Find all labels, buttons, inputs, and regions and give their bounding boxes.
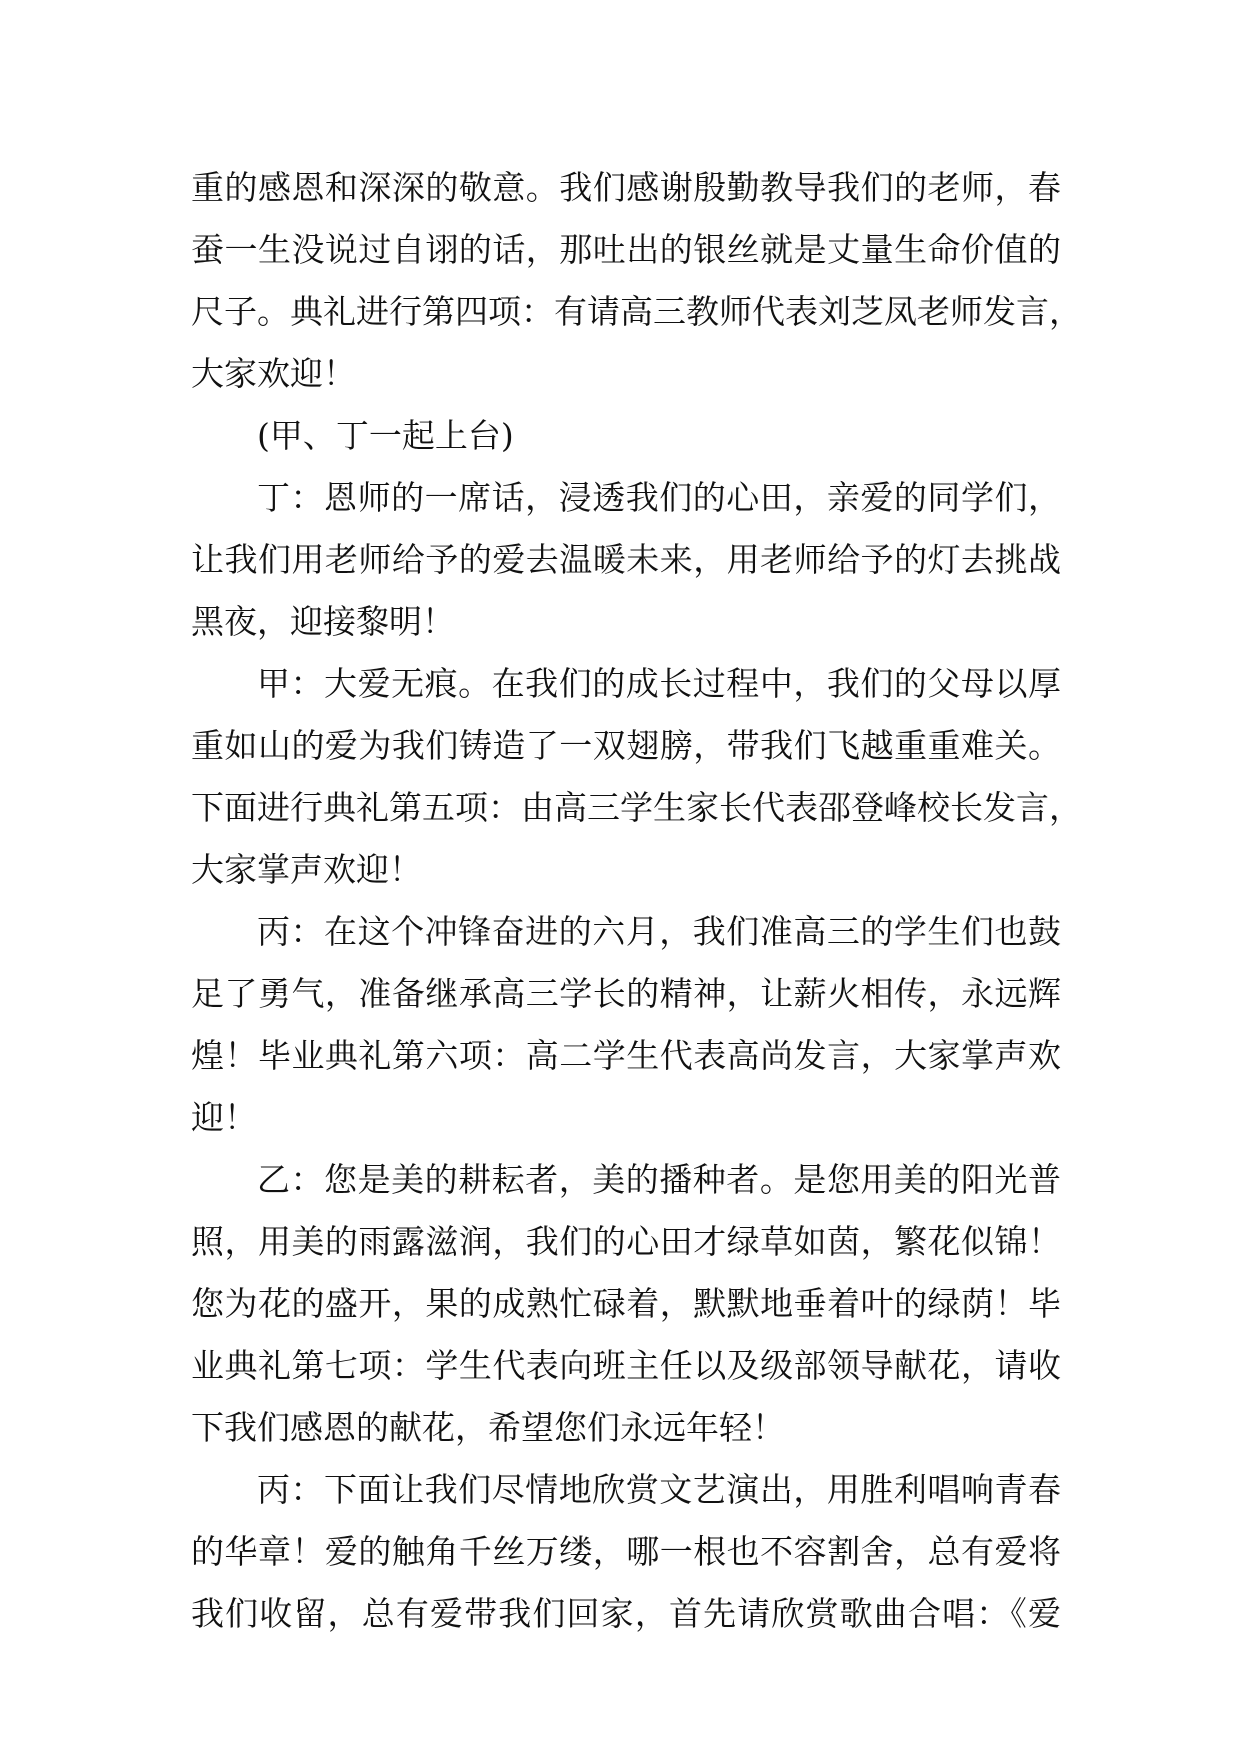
text-line: 重如山的爱为我们铸造了一双翅膀，带我们飞越重重难关。 — [191, 726, 1061, 765]
text-line: 煌！毕业典礼第六项：高二学生代表高尚发言，大家掌声欢 — [191, 1036, 1061, 1075]
text-line: 下面进行典礼第五项：由高三学生家长代表邵登峰校长发言， — [191, 788, 1082, 827]
text-line: 丁：恩师的一席话，浸透我们的心田，亲爱的同学们， — [257, 478, 1061, 517]
text-line: 尺子。典礼进行第四项：有请高三教师代表刘芝凤老师发言， — [191, 292, 1082, 331]
text-line: 黑夜，迎接黎明！ — [191, 602, 455, 641]
text-line: 大家欢迎！ — [191, 354, 356, 393]
text-line: 重的感恩和深深的敬意。我们感谢殷勤教导我们的老师，春 — [191, 168, 1061, 207]
text-line: 足了勇气，准备继承高三学长的精神，让薪火相传，永远辉 — [191, 974, 1061, 1013]
text-line: 业典礼第七项：学生代表向班主任以及级部领导献花，请收 — [191, 1346, 1061, 1385]
text-line: 甲：大爱无痕。在我们的成长过程中，我们的父母以厚 — [257, 664, 1061, 703]
text-line: 照，用美的雨露滋润，我们的心田才绿草如茵，繁花似锦！ — [191, 1222, 1061, 1261]
text-line: 的华章！爱的触角千丝万缕，哪一根也不容割舍，总有爱将 — [191, 1532, 1061, 1571]
body-text — [191, 157, 1082, 1645]
text-line: 大家掌声欢迎！ — [191, 850, 422, 889]
text-line: 迎！ — [191, 1098, 257, 1137]
text-line: 我们收留，总有爱带我们回家，首先请欣赏歌曲合唱：《爱 — [191, 1594, 1061, 1633]
text-line: 您为花的盛开，果的成熟忙碌着，默默地垂着叶的绿荫！毕 — [191, 1284, 1061, 1323]
text-line: 乙：您是美的耕耘者，美的播种者。是您用美的阳光普 — [257, 1160, 1061, 1199]
text-line: 丙：在这个冲锋奋进的六月，我们准高三的学生们也鼓 — [257, 912, 1061, 951]
text-line: 让我们用老师给予的爱去温暖未来，用老师给予的灯去挑战 — [191, 540, 1061, 579]
stage-direction: (甲、丁一起上台) — [257, 416, 514, 455]
text-line: 蚕一生没说过自诩的话，那吐出的银丝就是丈量生命价值的 — [191, 230, 1061, 269]
text-line: 下我们感恩的献花，希望您们永远年轻！ — [191, 1408, 785, 1447]
text-line: 丙：下面让我们尽情地欣赏文艺演出，用胜利唱响青春 — [257, 1470, 1061, 1509]
